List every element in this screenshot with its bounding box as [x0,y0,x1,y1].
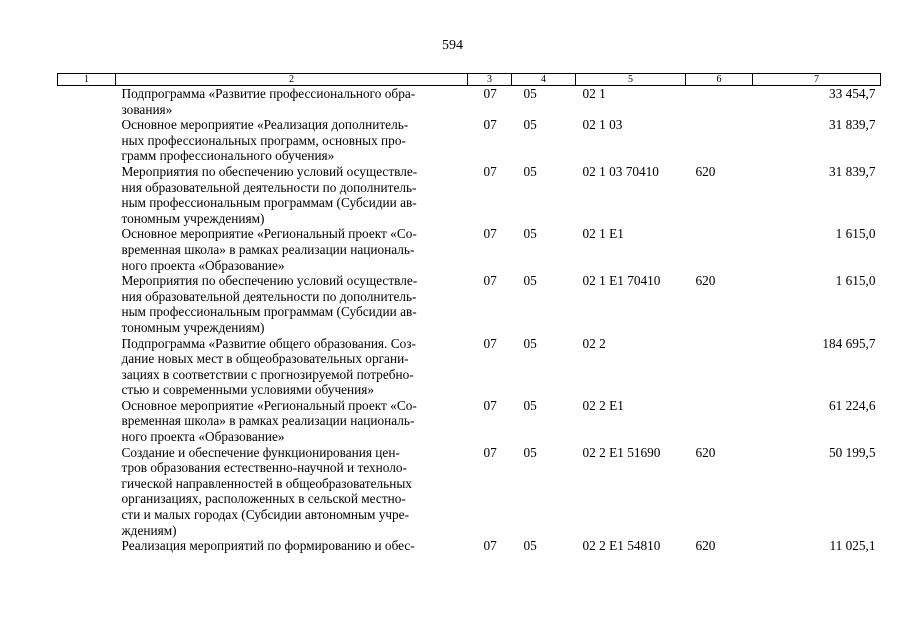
column-number-5: 5 [576,74,686,86]
target-article-cell: 02 2 E1 51690 [582,444,661,460]
column-number-7: 7 [753,74,881,86]
expense-type-cell: 620 [695,444,716,460]
expense-name-line: тономным учреждениям) [121,210,265,226]
table-row [58,226,881,273]
section-code-cell: 07 [483,273,497,289]
target-article-cell: 02 1 03 70410 [582,163,659,179]
expense-name-line: гической направленностей в общеобразовательных [121,475,412,491]
expense-name-cell [116,273,468,335]
row-number-cell [58,398,116,445]
amount-cell: 61 224,6 [828,397,876,413]
section-code-cell: 07 [483,226,497,242]
row-number-cell [58,273,116,335]
expense-type-cell [686,117,753,164]
column-number-2: 2 [116,74,468,86]
section-code-cell: 07 [483,444,497,460]
expense-name-line: Основное мероприятие «Региональный проект «Со- [121,226,417,242]
expense-name-line: ных профессиональных программ, основных про- [121,132,406,148]
page-number: 594 [442,38,463,53]
expense-name-line: ным профессиональным программам (Субсидии ав- [121,304,417,320]
expense-name-line: Создание и обеспечение функционирования цен- [121,444,400,460]
amount-cell: 11 025,1 [829,538,876,554]
expense-name-line: временная школа» в рамках реализации националь- [121,241,415,257]
table-row [58,445,881,539]
subsection-code-cell: 05 [523,538,537,554]
subsection-code-cell: 05 [523,397,537,413]
expense-name-line: сти и малых городах (Субсидии автономным учре- [121,507,410,523]
expense-name-line: ния образовательной деятельности по дополнитель- [121,288,417,304]
amount-cell: 33 454,7 [828,86,876,101]
target-article-cell: 02 1 E1 70410 [582,273,661,289]
row-number-cell [58,538,116,554]
section-code-cell: 07 [483,117,497,133]
expense-name-cell [116,398,468,445]
expense-type-cell: 620 [695,273,716,289]
expense-type-cell [686,226,753,273]
expense-name-line: ния образовательной деятельности по дополнитель- [121,179,417,195]
row-number-cell [58,164,116,226]
expense-name-line: зования» [121,101,173,117]
expense-name-line: ного проекта «Образование» [121,429,285,445]
expense-name-line: дание новых мест в общеобразовательных органи- [121,351,409,367]
table-header [58,74,881,86]
expense-name-line: организациях, расположенных в сельской местно- [121,491,406,507]
expense-name-line: Подпрограмма «Развитие общего образования. Соз- [121,335,416,351]
subsection-code-cell: 05 [523,273,537,289]
expense-name-line: зациях в соответствии с прогнозируемой потребно- [121,366,414,382]
table-row [58,336,881,398]
column-number-row [58,74,881,86]
table-row [58,86,881,118]
expense-name-cell [116,226,468,273]
column-number-6: 6 [686,74,753,86]
section-code-cell: 07 [483,335,497,351]
expense-name-line: ным профессиональным программам (Субсидии ав- [121,195,417,211]
budget-table [57,73,881,554]
expense-type-cell [686,398,753,445]
target-article-cell: 02 2 [582,335,606,351]
expense-name-line: Основное мероприятие «Региональный проект «Со- [121,397,417,413]
subsection-code-cell: 05 [523,86,537,101]
expense-name-line: грамм профессионального обучения» [121,148,335,164]
subsection-code-cell: 05 [523,444,537,460]
table-row [58,398,881,445]
expense-name-cell [116,336,468,398]
row-number-cell [58,86,116,118]
expense-name-line: Подпрограмма «Развитие профессионального обра- [121,86,416,101]
amount-cell: 1 615,0 [835,273,876,289]
expense-name-line: стью и современными условиями обучения» [121,382,375,398]
row-number-cell [58,226,116,273]
expense-name-cell [116,86,468,118]
expense-name-line: временная школа» в рамках реализации националь- [121,413,415,429]
amount-cell: 1 615,0 [835,226,876,242]
target-article-cell: 02 2 E1 54810 [582,538,661,554]
expense-name-line: тров образования естественно-научной и техноло- [121,460,407,476]
target-article-cell: 02 1 E1 [582,226,624,242]
section-code-cell: 07 [483,86,497,101]
target-article-cell: 02 1 [582,86,606,101]
subsection-code-cell: 05 [523,163,537,179]
table-row [58,273,881,335]
expense-name-line: ного проекта «Образование» [121,257,285,273]
expense-name-line: тономным учреждениям) [121,319,265,335]
column-number-4: 4 [512,74,576,86]
expense-type-cell: 620 [695,163,716,179]
expense-name-line: Мероприятия по обеспечению условий осуществле- [121,273,418,289]
expense-name-line: Основное мероприятие «Реализация дополнитель- [121,117,409,133]
subsection-code-cell: 05 [523,335,537,351]
expense-name-cell [116,445,468,539]
expense-type-cell [686,86,753,118]
subsection-code-cell: 05 [523,226,537,242]
expense-name-line: ждениям) [121,522,177,538]
row-number-cell [58,117,116,164]
expense-name-cell [116,538,468,554]
row-number-cell [58,445,116,539]
target-article-cell: 02 2 E1 [582,397,624,413]
amount-cell: 50 199,5 [828,444,876,460]
table-row [58,538,881,554]
amount-cell: 184 695,7 [822,335,876,351]
expense-name-cell [116,164,468,226]
table-row [58,117,881,164]
expense-type-cell [686,336,753,398]
expense-name-line: Мероприятия по обеспечению условий осуществле- [121,163,418,179]
section-code-cell: 07 [483,397,497,413]
amount-cell: 31 839,7 [828,163,876,179]
target-article-cell: 02 1 03 [582,117,623,133]
amount-cell: 31 839,7 [828,117,876,133]
expense-name-cell [116,117,468,164]
table-row [58,164,881,226]
column-number-3: 3 [468,74,512,86]
subsection-code-cell: 05 [523,117,537,133]
column-number-1: 1 [58,74,116,86]
row-number-cell [58,336,116,398]
section-code-cell: 07 [483,538,497,554]
expense-type-cell: 620 [695,538,716,554]
expense-name-line: Реализация мероприятий по формированию и обес- [121,538,415,554]
table-body [58,86,881,554]
section-code-cell: 07 [483,163,497,179]
